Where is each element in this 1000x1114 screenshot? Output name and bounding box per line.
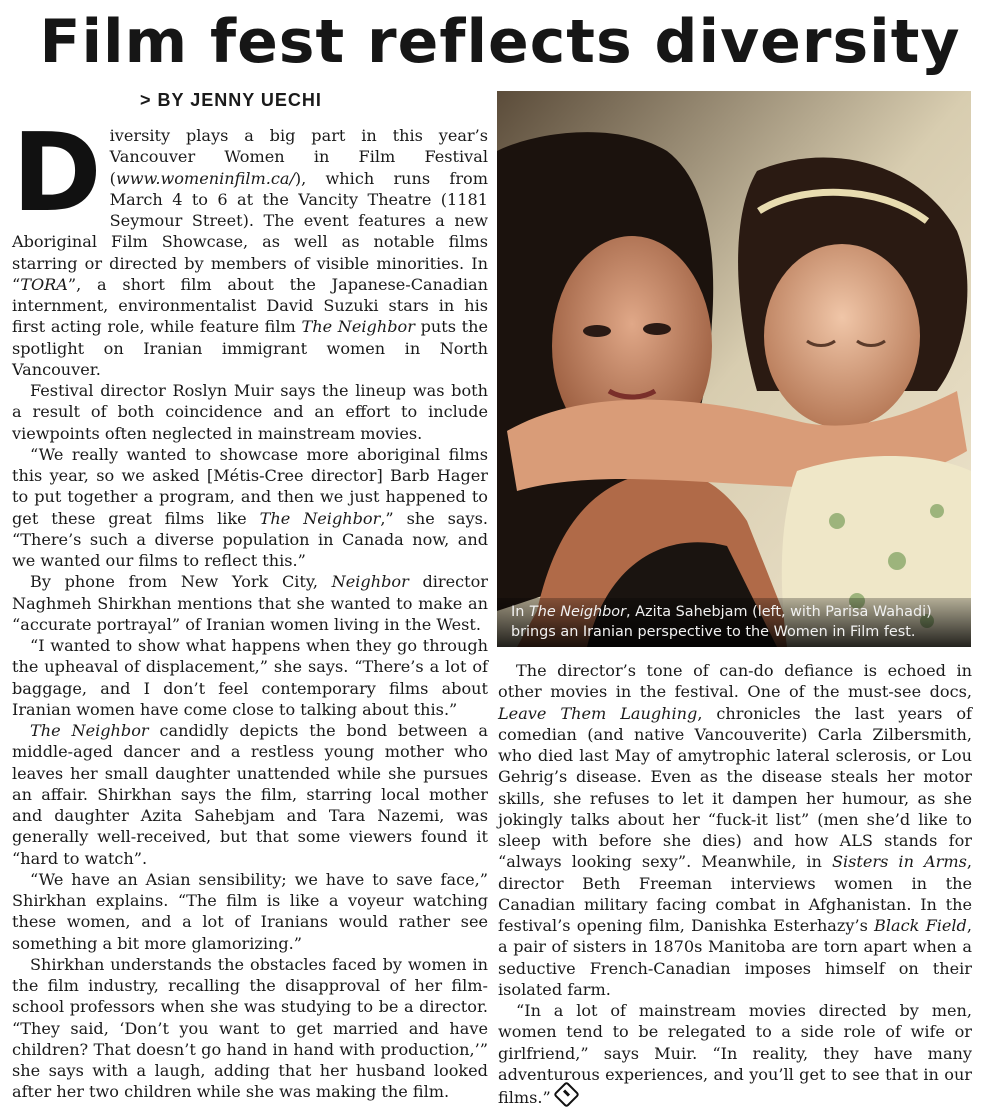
paragraph-5: “I wanted to show what happens when they go through the upheaval of displacement,” she says. “There’s a lot of baggage, and I don’t feel contemporary films about Iranian women have come close to talking about this.”: [12, 636, 488, 719]
end-of-article-icon: [553, 1081, 580, 1108]
paragraph-1: Diversity plays a big part in this year’s Vancouver Women in Film Festival (www.womeninfilm.ca/), which runs from March 4 to 6 at the Vancity Theatre (1181 Seymour Street). The event features a new Aboriginal Film Showcase, as well as notable films starring or directed by members of visible minorities. In “TORA”, a short film about the Japanese-Canadian internment, environmentalist David Suzuki stars in his first acting role, while feature film The Neighbor puts the spotlight on Iranian immigrant women in North Vancouver.: [12, 111, 488, 379]
paragraph-10: “In a lot of mainstream movies directed by men, women tend to be relegated to a side role of wife or girlfriend,” says Muir. “In reality, they have many adventurous experiences, and you’ll get to see that in our films.”: [498, 1001, 972, 1107]
byline: > BY JENNY UECHI: [140, 90, 322, 110]
paragraph-9: The director’s tone of can-do defiance is echoed in other movies in the festival. One of the must-see docs, Leave Them Laughing, chronicles the last years of comedian (and native Vancouverite) Carla Zilbersmith, who died last May of amytrophic lateral sclerosis, or Lou Gehrig’s disease. Even as the disease steals her motor skills, she refuses to let it dampen her humour, as she jokingly talks about her “fuck-it list” (men she’d like to sleep with before she dies) and how ALS stands for “always looking sexy”. Meanwhile, in Sisters in Arms, director Beth Freeman interviews women in the Canadian military facing combat in Afghanistan. In the festival’s opening film, Danishka Esterhazy’s Black Field, a pair of sisters in 1870s Manitoba are torn apart when a seductive French-Canadian imposes himself on their isolated farm.: [498, 661, 973, 999]
article-column-left: [12, 111, 488, 1103]
paragraph-8: Shirkhan understands the obstacles faced by women in the film industry, recalling the disapproval of her film-school professors when she was studying to be a director. “They said, ‘Don’t you want to get married and have children? That doesn’t go hand in hand with production,’” she says with a laugh, adding that her husband looked after her two children while she was making the film.: [12, 954, 488, 1102]
paragraph-7: “We have an Asian sensibility; we have to save face,” Shirkhan explains. “The film is like a voyeur watching these women, and a lot of Iranians would rather see something a bit more glamorizing.”: [12, 869, 488, 953]
film-title-tora: TORA: [20, 274, 68, 294]
film-title-neighbor: The Neighbor: [301, 317, 415, 337]
paragraph-6: The Neighbor candidly depicts the bond between a middle-aged dancer and a restless young mother who leaves her small daughter unattended while she pursues an affair. Shirkhan says the film, starring local mother and daughter Azita Sahebjam and Tara Nazemi, was generally well-received, but that some viewers found it “hard to watch”.: [12, 721, 488, 868]
article-photo: [497, 91, 971, 647]
article-column-right: [498, 660, 972, 1108]
paragraph-4: By phone from New York City, Neighbor director Naghmeh Shirkhan mentions that she wanted to make an “accurate portrayal” of Iranian women living in the West.: [12, 572, 488, 634]
paragraph-2: Festival director Roslyn Muir says the lineup was both a result of both coincidence and an effort to include viewpoints often neglected in mainstream movies.: [12, 381, 488, 443]
photo-caption: In The Neighbor, Azita Sahebjam (left, with Parisa Wahadi) brings an Iranian perspective to the Women in Film fest.: [497, 598, 971, 647]
festival-url: www.womeninfilm.ca/: [115, 168, 295, 188]
drop-cap: D: [12, 111, 102, 236]
photo-illustration: [497, 91, 971, 647]
paragraph-3: “We really wanted to showcase more aboriginal films this year, so we asked [Métis-Cree director] Barb Hager to put together a program, and then we just happened to get these great films like The Neighbor,” she says. “There’s such a diverse population in Canada now, and we wanted our films to reflect this.”: [12, 444, 488, 570]
headline: Film fest reflects diversity: [39, 7, 961, 77]
